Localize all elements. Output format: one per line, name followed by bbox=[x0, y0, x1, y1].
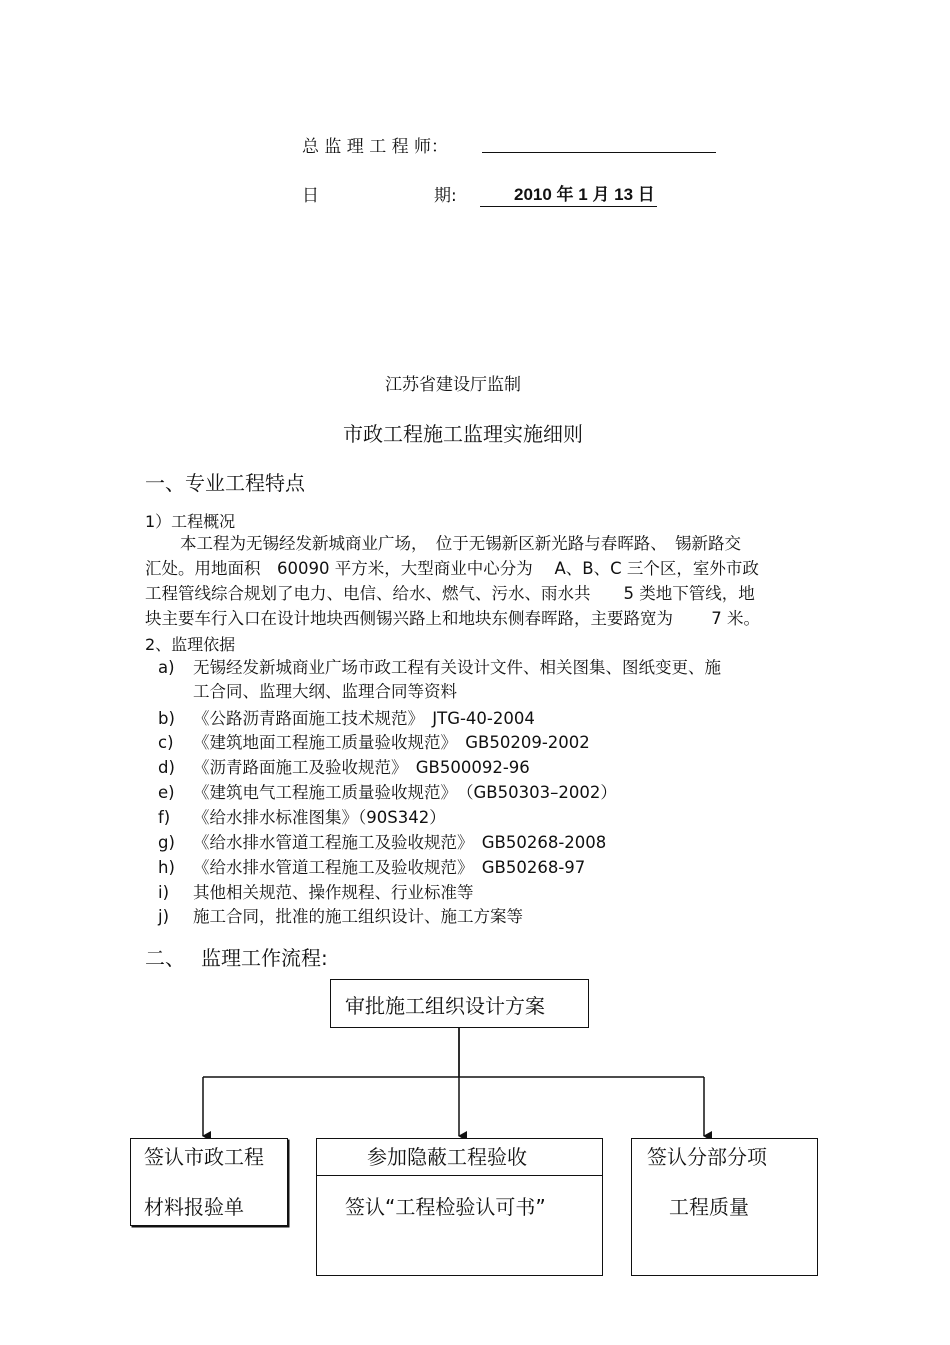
flow-box-sub-quality-line1: 签认分部分项 bbox=[647, 1145, 767, 1169]
paragraph-line: 本工程为无锡经发新城商业广场， 位于无锡新区新光路与春晖路、 锡新路交 bbox=[180, 534, 741, 553]
date-label-right: 期: bbox=[434, 186, 457, 206]
paragraph-line: 块主要车行入口在设计地块西侧锡兴路上和地块东侧春晖路，主要路宽为 7 米。 bbox=[145, 609, 760, 628]
section2-heading: 监理工作流程: bbox=[201, 946, 328, 970]
document-title: 市政工程施工监理实施细则 bbox=[343, 422, 583, 446]
chief-supervisor-label: 总 监 理 工 程 师： bbox=[302, 137, 449, 157]
paragraph-line: 汇处。用地面积 60090 平方米，大型商业中心分为 A、B、C 三个区，室外市政 bbox=[145, 559, 759, 578]
paragraph-line: 工程管线综合规划了电力、电信、给水、燃气、污水、雨水共 5 类地下管线，地 bbox=[145, 584, 755, 603]
section1-heading: 一、专业工程特点 bbox=[145, 471, 305, 495]
date-value: 2010 年 1 月 13 日 bbox=[480, 180, 657, 207]
flow-box-materials-line1: 签认市政工程 bbox=[144, 1145, 264, 1169]
section2-heading-number: 二、 bbox=[145, 946, 185, 970]
flow-box-materials-line2: 材料报验单 bbox=[144, 1195, 244, 1219]
subsection-basis: 2、监理依据 bbox=[145, 635, 236, 654]
flow-box-concealed-bottom: 签认“工程检验认可书” bbox=[345, 1195, 546, 1219]
subsection-overview: 1）工程概况 bbox=[145, 512, 236, 531]
issuer-text: 江苏省建设厅监制 bbox=[385, 375, 521, 395]
flow-box-approve-plan-label: 审批施工组织设计方案 bbox=[345, 994, 545, 1018]
date-label-left: 日 bbox=[302, 186, 319, 206]
flow-box-concealed-top: 参加隐蔽工程验收 bbox=[367, 1145, 527, 1169]
flow-box-sub-quality-line2: 工程质量 bbox=[669, 1195, 749, 1219]
flow-box-concealed-divider bbox=[316, 1175, 603, 1176]
